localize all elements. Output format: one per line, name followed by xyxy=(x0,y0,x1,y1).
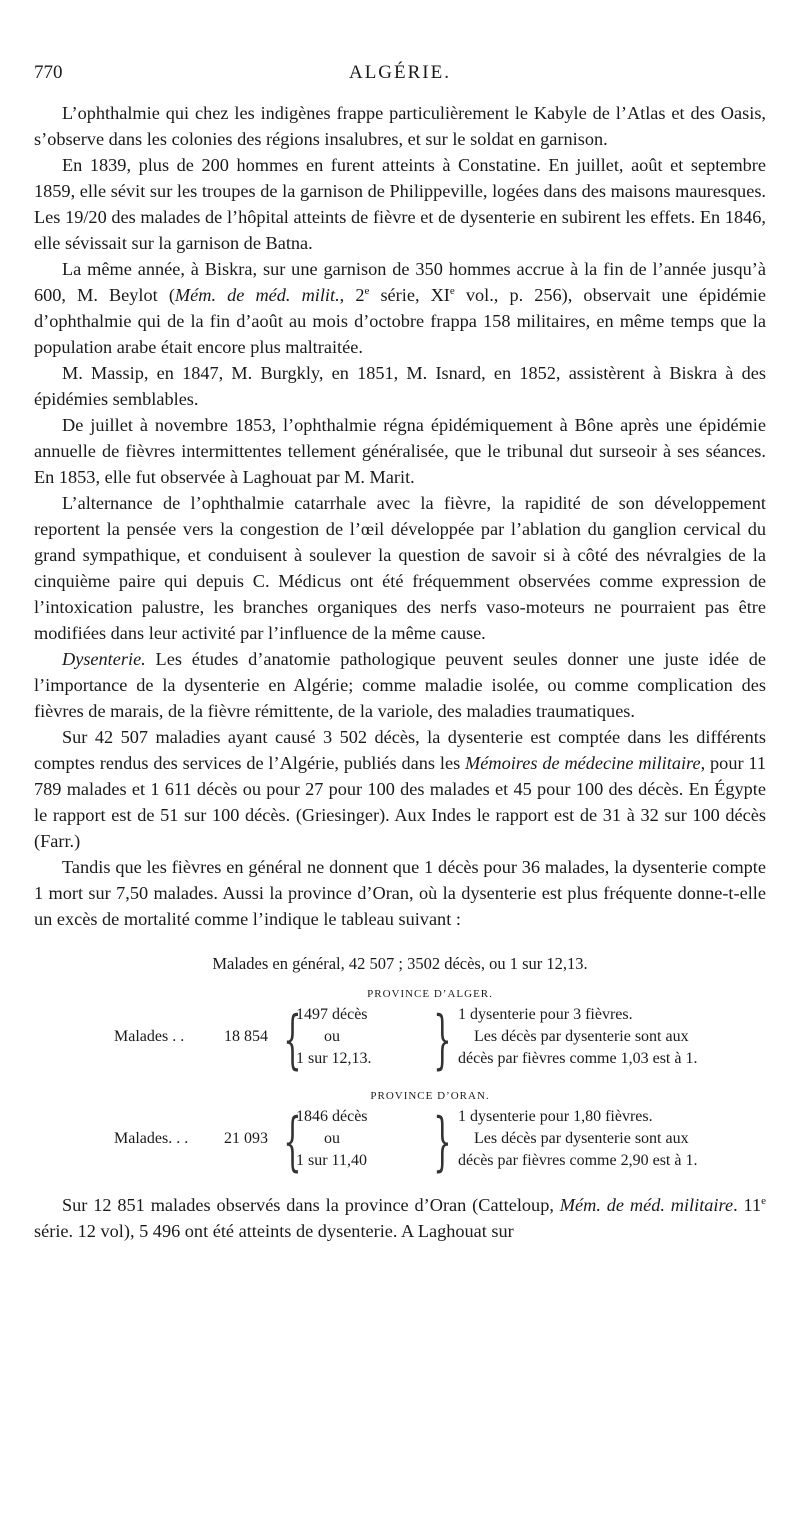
death-count: 1497 décès xyxy=(296,1006,368,1023)
text-run: Sur 42 507 maladies ayant causé 3 502 décès, la dysenterie est comptée dans les différents comptes rendus des services de l’Algérie, publiés dans les xyxy=(34,727,766,773)
text-run: vol., p. 256), observait une épidémie d’ophthalmie qui de la fin d’août au mois d’octobre frappa 158 militaires, en même temps que la population arabe était encore plus maltraitée. xyxy=(34,285,767,357)
paragraph: L’ophthalmie qui chez les indigènes frappe particulièrement le Kabyle de l’Atlas et des Oasis, s’observe dans les colonies des régions insalubres, et sur le soldat en garnison. xyxy=(34,103,766,149)
citation: Mémoires de médecine militaire xyxy=(465,753,701,773)
comparison-line: 1 dysenterie pour 3 fièvres. xyxy=(458,1006,633,1023)
comparison-line: décès par fièvres comme 1,03 est à 1. xyxy=(458,1050,698,1067)
left-brace-icon: { xyxy=(283,1105,302,1179)
text-run: , 2 xyxy=(339,285,365,305)
text-run: . 11 xyxy=(733,1195,762,1215)
label-text: Malades xyxy=(114,1028,169,1045)
province-table xyxy=(34,1105,766,1179)
citation: Mém. de méd. milit. xyxy=(174,285,340,305)
paragraph xyxy=(34,646,766,724)
text-run: série, XI xyxy=(369,285,450,305)
paragraph: Tandis que les fièvres en général ne donnent que 1 décès pour 36 malades, la dysenterie compte 1 mort sur 7,50 malades. Aussi la province d’Oran, où la dysenterie est plus fréquente donne-t-elle un excès de mortalité comme l’indique le tableau suivant : xyxy=(34,857,766,929)
paragraph xyxy=(34,1192,766,1244)
paragraph: De juillet à novembre 1853, l’ophthalmie régna épidémiquement à Bône après une épidémie annuelle de fièvres intermittentes tellement généralisée, que le tribunal dut surseoir à ses séances. En 1853, elle fut observée à Laghouat par M. Marit. xyxy=(34,415,766,487)
page-header xyxy=(34,62,766,92)
paragraph: L’alternance de l’ophthalmie catarrhale avec la fièvre, la rapidité de son développement reportent la pensée vers la congestion de l’œil développée par l’ablation du ganglion cervical du grand sympathique, et conduisent à soulever la question de savoir si à côté des névralgies de la cinquième paire qui depuis C. Médicus ont été fréquemment observées comme expression de l’intoxication palustre, les branches organiques des nerfs vaso-moteurs ne pourraient pas être modifiées dans leur activité par l’influence de la même cause. xyxy=(34,493,766,643)
paragraph xyxy=(34,724,766,854)
body-text xyxy=(34,100,766,1244)
row-label xyxy=(114,1028,184,1046)
paragraph: En 1839, plus de 200 hommes en furent atteints à Constatine. En juillet, août et septembre 1859, elle sévit sur les troupes de la garnison de Philippeville, logées dans des maisons mauresques. Les 19/20 des malades de l’hôpital atteints de fièvre et de dysenterie en subirent les effets. En 1846, elle sévissait sur la garnison de Batna. xyxy=(34,155,766,253)
patient-count: 18 854 xyxy=(224,1028,268,1045)
or-text: ou xyxy=(324,1130,340,1147)
province-heading: PROVINCE D’ALGER. xyxy=(367,988,493,1000)
patient-count: 21 093 xyxy=(224,1130,268,1147)
spacer xyxy=(34,1178,766,1192)
paragraph: M. Massip, en 1847, M. Burgkly, en 1851, M. Isnard, en 1852, assistèrent à Biskra à des épidémies semblables. xyxy=(34,363,766,409)
right-brace-icon: } xyxy=(433,1105,452,1179)
comparison-line: 1 dysenterie pour 1,80 fièvres. xyxy=(458,1108,653,1125)
section-lead: Dysenterie. xyxy=(62,649,146,669)
death-ratio: 1 sur 11,40 xyxy=(296,1152,367,1169)
death-count: 1846 décès xyxy=(296,1108,368,1125)
superscript: e xyxy=(761,1194,766,1207)
or-text: ou xyxy=(324,1028,340,1045)
label-text: Malades. xyxy=(114,1130,173,1147)
row-label xyxy=(114,1130,188,1148)
comparison-line: Les décès par dysenterie sont aux xyxy=(474,1130,689,1147)
text-run: , pour 11 789 malades et 1 611 décès ou pour 27 pour 100 des malades et 45 pour 100 des décès. En Égypte le rapport est de 51 sur 100 décès. (Griesinger). Aux Indes le rapport est de 31 à 32 sur 100 décès (Farr.) xyxy=(34,753,767,851)
comparison-line: décès par fièvres comme 2,90 est à 1. xyxy=(458,1152,698,1169)
citation: Mém. de méd. militaire xyxy=(559,1195,734,1215)
document-page xyxy=(34,62,766,1244)
comparison-line: Les décès par dysenterie sont aux xyxy=(474,1028,689,1045)
leader-dots: . . xyxy=(172,1130,189,1147)
text-run: Sur 12 851 malades observés dans la province d’Oran (Catteloup, xyxy=(62,1195,560,1215)
left-brace-icon: { xyxy=(283,1003,302,1077)
text-run: Les études d’anatomie pathologique peuvent seules donner une juste idée de l’importance de la dysenterie en Algérie; comme maladie isolée, ou comme complication des fièvres de marais, de la fièvre rémittente, de la variole, des maladies traumatiques. xyxy=(34,649,766,721)
text-run: série. 12 vol), 5 496 ont été atteints de dysenterie. A Laghouat sur xyxy=(34,1221,514,1241)
leader-dots: . . xyxy=(168,1028,185,1045)
paragraph xyxy=(34,256,766,360)
superscript: e xyxy=(449,284,455,297)
province-table xyxy=(34,1003,766,1077)
right-brace-icon: } xyxy=(433,1003,452,1077)
superscript: e xyxy=(364,284,370,297)
summary-line: Malades en général, 42 507 ; 3502 décès, ou 1 sur 12,13. xyxy=(212,954,588,973)
province-heading: PROVINCE D’ORAN. xyxy=(370,1090,490,1102)
page-number: 770 xyxy=(34,62,63,83)
text-run: La même année, à Biskra, sur une garnison de 350 hommes accrue à la fin de l’année jusqu’à 600, M. Beylot ( xyxy=(34,259,766,305)
running-title: ALGÉRIE. xyxy=(348,62,451,83)
death-ratio: 1 sur 12,13. xyxy=(296,1050,372,1067)
